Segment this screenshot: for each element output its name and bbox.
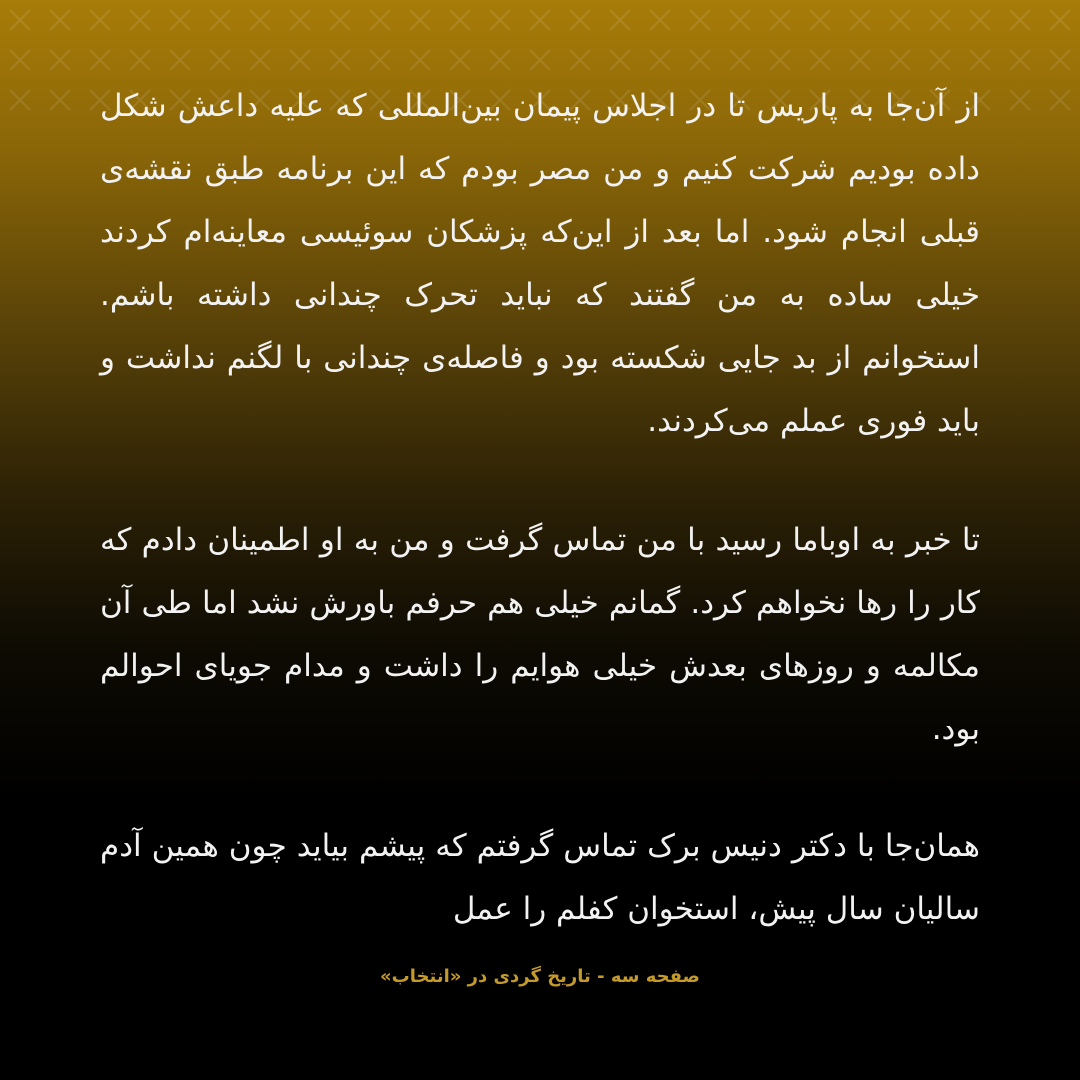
paragraph-3: همان‌جا با دکتر دنیس برک تماس گرفتم که پیشم بیاید چون همین آدم سالیان سال پیش، استخوان کفلم را عمل [100,828,980,927]
page-footer: صفحه سه - تاریخ گردی در «انتخاب» [380,966,700,987]
paragraph-2: تا خبر به اوباما رسید با من تماس گرفت و من به او اطمینان دادم که کار را رها نخواهم کرد. گمانم خیلی هم حرفم باورش نشد اما طی آن مکالمه و روزهای بعدش خیلی هوایم را داشت و مدام جویای احوالم بود. [100,522,980,747]
paragraph-1: از آن‌جا به پاریس تا در اجلاس پیمان بین‌المللی که علیه داعش شکل داده بودیم شرکت کنیم و من مصر بودم که این برنامه طبق نقشه‌ی قبلی انجام شود. اما بعد از این‌که پزشکان سوئیسی معاینه‌ام کردند خیلی ساده به من گفتند که نباید تحرک چندانی داشته باشم. استخوانم از بد جایی شکسته بود و فاصله‌ی چندانی با لگنم نداشت و باید فوری عملم می‌کردند. [100,88,980,439]
article-body [100,75,980,941]
